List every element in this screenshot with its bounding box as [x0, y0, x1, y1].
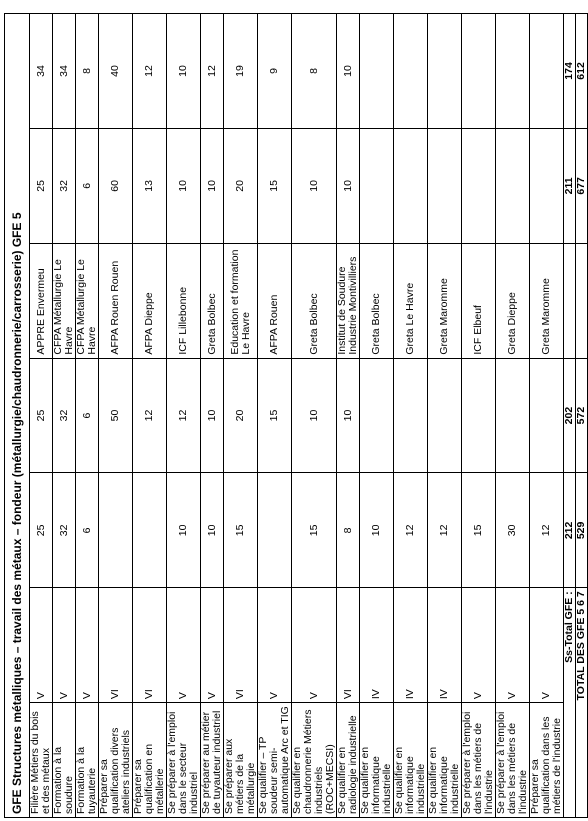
cell-action: Se qualifier en informatique industrielle [360, 703, 394, 818]
cell-n2: 6 [76, 358, 99, 473]
cell-n4: 10 [167, 14, 201, 129]
cell-n4: 10 [337, 14, 360, 129]
cell-org: Greta Bolbec [201, 243, 224, 358]
cell-n3 [530, 128, 564, 243]
cell-org: APPRE Envermeu [30, 243, 53, 358]
cell-org: Greta Maromme [530, 243, 564, 358]
cell-org: Greta Maromme [428, 243, 462, 358]
cell-n2: 25 [30, 358, 53, 473]
total-n2: 572 [576, 358, 588, 473]
cell-n3 [428, 128, 462, 243]
cell-level: VI [337, 588, 360, 703]
cell-n2: 32 [53, 358, 76, 473]
cell-org: ICF Lillebonne [167, 243, 201, 358]
cell-n1: 6 [76, 473, 99, 588]
cell-n3 [360, 128, 394, 243]
cell-n4: 9 [258, 14, 292, 129]
cell-n2 [496, 358, 530, 473]
cell-n4: 40 [99, 14, 133, 129]
cell-n4: 12 [133, 14, 167, 129]
cell-action: Se préparer à l'emploi dans le secteur industriel [167, 703, 201, 818]
cell-n2: 50 [99, 358, 133, 473]
cell-n1: 25 [30, 473, 53, 588]
total-n1: 529 [576, 473, 588, 588]
cell-n1: 12 [394, 473, 428, 588]
table-row [428, 14, 462, 818]
cell-n2: 12 [167, 358, 201, 473]
cell-n4: 19 [224, 14, 258, 129]
cell-n3 [496, 128, 530, 243]
subtotal-n4: 174 [564, 14, 576, 129]
total-n4: 612 [576, 14, 588, 129]
cell-org: Education et formation Le Havre [224, 243, 258, 358]
cell-level: VI [224, 588, 258, 703]
table-row [76, 14, 99, 818]
cell-n3: 32 [53, 128, 76, 243]
cell-n2 [394, 358, 428, 473]
subtotal-n3: 211 [564, 128, 576, 243]
cell-level: V [496, 588, 530, 703]
cell-level: V [530, 588, 564, 703]
cell-action: Préparer sa qualification divers ateliers industriels [99, 703, 133, 818]
cell-n4 [462, 14, 496, 129]
cell-n3: 60 [99, 128, 133, 243]
cell-action: Se préparer à l'emploi dans les métiers de l'industrie [462, 703, 496, 818]
cell-org: CFPA Métallurgie Le Havre [53, 243, 76, 358]
cell-org: AFPA Dieppe [133, 243, 167, 358]
cell-n3: 15 [258, 128, 292, 243]
table-row [30, 14, 53, 818]
subtotal-empty-cell [564, 243, 576, 358]
cell-n4 [360, 14, 394, 129]
cell-n3: 10 [167, 128, 201, 243]
cell-org: CFPA Métallurgie Le Havre [76, 243, 99, 358]
table-row [530, 14, 564, 818]
cell-n2: 15 [258, 358, 292, 473]
cell-org: Greta Le Havre [394, 243, 428, 358]
cell-org: AFPA Rouen [258, 243, 292, 358]
total-empty-cell [576, 243, 588, 358]
cell-n3 [394, 128, 428, 243]
total-row [576, 14, 588, 818]
table-row [292, 14, 337, 818]
cell-action: Formation à la tuyauterie [76, 703, 99, 818]
table-row [99, 14, 133, 818]
cell-n1: 8 [337, 473, 360, 588]
cell-level: V [258, 588, 292, 703]
cell-n1: 10 [167, 473, 201, 588]
cell-n4: 8 [76, 14, 99, 129]
cell-action: Se préparer au métier de tuyauteur industriel [201, 703, 224, 818]
cell-action: Préparer sa qualification dans les métiers de l'industrie [530, 703, 564, 818]
cell-n1: 10 [201, 473, 224, 588]
cell-n3: 10 [201, 128, 224, 243]
cell-level: V [462, 588, 496, 703]
cell-n1: 30 [496, 473, 530, 588]
table-row [53, 14, 76, 818]
cell-n3: 10 [292, 128, 337, 243]
cell-n1: 10 [360, 473, 394, 588]
table-row [337, 14, 360, 818]
table-row [462, 14, 496, 818]
cell-level: V [201, 588, 224, 703]
cell-level: IV [394, 588, 428, 703]
total-n3: 677 [576, 128, 588, 243]
table-row [394, 14, 428, 818]
cell-level: V [292, 588, 337, 703]
cell-action: Préparer sa qualification en métallerie [133, 703, 167, 818]
cell-n3: 13 [133, 128, 167, 243]
table-row [201, 14, 224, 818]
cell-n2: 10 [201, 358, 224, 473]
cell-action: Se qualifier – TP soudeur semi-automatique Arc et TIG [258, 703, 292, 818]
table-row [360, 14, 394, 818]
cell-org: ICF Elbeuf [462, 243, 496, 358]
cell-action: Se qualifier en informatique industrielle [428, 703, 462, 818]
cell-n3: 20 [224, 128, 258, 243]
cell-n3: 6 [76, 128, 99, 243]
cell-action: Se préparer à l'emploi dans les métiers de l'industrie [496, 703, 530, 818]
title-row [5, 14, 30, 818]
cell-n2: 10 [337, 358, 360, 473]
cell-action: Se qualifier en chaudronnerie Métiers industriels (ROC+MECSI) [292, 703, 337, 818]
cell-org: Greta Bolbec [292, 243, 337, 358]
cell-action: Se préparer aux métiers de la métallurgie [224, 703, 258, 818]
cell-org: AFPA Rouen Rouen [99, 243, 133, 358]
gfe-table-body [5, 14, 588, 818]
cell-n2: 20 [224, 358, 258, 473]
total-label: TOTAL DES GFE 5 6 7 [576, 588, 588, 818]
cell-n4: 12 [201, 14, 224, 129]
cell-n1 [99, 473, 133, 588]
cell-action: Filière Métiers du bois et des métaux [30, 703, 53, 818]
cell-n1: 12 [530, 473, 564, 588]
cell-n4 [496, 14, 530, 129]
cell-level: IV [428, 588, 462, 703]
cell-action: Formation à la soudure [53, 703, 76, 818]
cell-org: Greta Dieppe [496, 243, 530, 358]
cell-action: Se qualifier en radiologie industrielle [337, 703, 360, 818]
cell-level: IV [360, 588, 394, 703]
cell-n2 [360, 358, 394, 473]
table-row [167, 14, 201, 818]
cell-n1 [258, 473, 292, 588]
cell-level: V [167, 588, 201, 703]
cell-n4 [428, 14, 462, 129]
cell-n1: 15 [292, 473, 337, 588]
cell-level: VI [133, 588, 167, 703]
subtotal-row [564, 14, 576, 818]
gfe-table [4, 13, 588, 818]
cell-level: V [76, 588, 99, 703]
cell-level: V [30, 588, 53, 703]
cell-n1: 32 [53, 473, 76, 588]
cell-n4: 34 [30, 14, 53, 129]
cell-level: VI [99, 588, 133, 703]
table-row [258, 14, 292, 818]
subtotal-n2: 202 [564, 358, 576, 473]
cell-n1: 15 [462, 473, 496, 588]
cell-n4 [394, 14, 428, 129]
table-row [496, 14, 530, 818]
cell-n4: 8 [292, 14, 337, 129]
cell-action: Se qualifier en informatique industrielle [394, 703, 428, 818]
cell-n1: 15 [224, 473, 258, 588]
cell-n3: 10 [337, 128, 360, 243]
cell-n2 [462, 358, 496, 473]
cell-n3 [462, 128, 496, 243]
cell-level: V [53, 588, 76, 703]
cell-n4 [530, 14, 564, 129]
table-title: GFE Structures métalliques – travail des métaux – fondeur (métallurgie/chaudronnerie/carrosserie) GFE 5 [5, 14, 30, 818]
table-row [133, 14, 167, 818]
cell-n2 [530, 358, 564, 473]
cell-n3: 25 [30, 128, 53, 243]
subtotal-label: Ss-Total GFE : [564, 588, 576, 818]
cell-n4: 34 [53, 14, 76, 129]
cell-n2 [428, 358, 462, 473]
cell-n2: 10 [292, 358, 337, 473]
subtotal-n1: 212 [564, 473, 576, 588]
cell-org: Institut de Soudure Industrie Montivilliers [337, 243, 360, 358]
cell-org: Greta Bolbec [360, 243, 394, 358]
cell-n1 [133, 473, 167, 588]
cell-n2: 12 [133, 358, 167, 473]
table-row [224, 14, 258, 818]
cell-n1: 12 [428, 473, 462, 588]
